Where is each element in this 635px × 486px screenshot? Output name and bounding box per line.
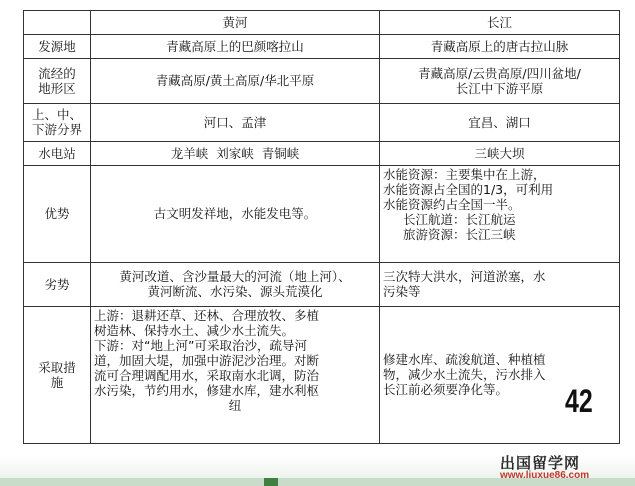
label-divisions-line: 上、中、	[31, 107, 82, 123]
yangtze-terrain-line: 青藏高原/云贵高原/四川盆地/	[418, 65, 581, 81]
header-yellow-river: 黄河	[91, 11, 380, 35]
yellow-terrain: 青藏高原/黄土高原/华北平原	[91, 59, 380, 103]
yangtze-dis-line: 污染等	[383, 284, 421, 300]
label-source: 发源地	[24, 35, 91, 59]
row-hydro	[24, 141, 620, 165]
yellow-measure-line: 流可合理调配用水，采取南水北调，防治	[94, 367, 320, 383]
header-row	[24, 11, 620, 35]
label-terrain	[24, 59, 91, 103]
label-measures-line: 采取措	[38, 359, 76, 375]
header-yangtze: 长江	[380, 11, 620, 35]
yangtze-source: 青藏高原上的唐古拉山脉	[380, 35, 620, 59]
page-number: 42	[565, 383, 593, 419]
yellow-dis-line: 黄河改道、含沙量最大的河流（地上河）、	[119, 269, 351, 285]
yangtze-adv-line: 水能资源：主要集中在上游，	[383, 167, 546, 183]
row-measures	[24, 306, 620, 443]
yellow-measure-line: 水污染，节约用水，修建水库，建水利枢	[94, 382, 320, 398]
yangtze-measures	[380, 306, 620, 443]
footer-marker	[264, 478, 278, 486]
yellow-measure-line: 纽	[228, 397, 242, 413]
label-disadvantages: 劣势	[24, 262, 91, 306]
yangtze-adv-line: 水能资源占全国的1/3，可利用	[383, 182, 554, 198]
yangtze-terrain-line: 长江中下游平原	[455, 80, 544, 96]
yangtze-measure-line: 物，减少水土流失，污水排入	[383, 367, 546, 383]
row-advantages	[24, 166, 620, 263]
yangtze-measure-line: 长江前必须要净化等。	[383, 382, 509, 398]
yellow-measure-line: 下游：对“地上河”可采取治沙，疏导河	[94, 337, 307, 353]
label-terrain-line: 地形区	[38, 80, 76, 96]
label-divisions-line: 下游分界	[31, 122, 82, 138]
label-advantages: 优势	[24, 166, 91, 263]
yellow-measures	[91, 306, 380, 443]
yangtze-disadvantages	[380, 262, 620, 306]
yellow-measure-line: 上游：退耕还草、还林、合理放牧、多植	[94, 307, 320, 323]
yellow-hydro: 龙羊峡 刘家峡 青铜峡	[91, 141, 380, 165]
yellow-source: 青藏高原上的巴颜喀拉山	[91, 35, 380, 59]
yangtze-adv-line: 水能资源约占全国一半。	[383, 197, 521, 213]
yellow-disadvantages	[91, 262, 380, 306]
yangtze-terrain	[380, 59, 620, 103]
yangtze-adv-line: 长江航道：长江航运	[403, 212, 516, 228]
yangtze-divisions: 宜昌、湖口	[380, 103, 620, 141]
row-divisions	[24, 103, 620, 141]
watermark-url: www.liuxue86.com	[500, 470, 590, 481]
yangtze-dis-line: 三次特大洪水，河道淤塞，水	[383, 269, 546, 285]
watermark-title: 出国留学网	[500, 454, 581, 472]
label-hydro: 水电站	[24, 141, 91, 165]
yangtze-advantages	[380, 166, 620, 263]
yangtze-hydro: 三峡大坝	[380, 141, 620, 165]
river-comparison-table	[23, 10, 620, 444]
yangtze-adv-line: 旅游资源：长江三峡	[403, 227, 516, 243]
yellow-divisions: 河口、孟津	[91, 103, 380, 141]
yellow-dis-line: 黄河断流、水污染、源头荒漠化	[147, 284, 323, 300]
row-disadvantages	[24, 262, 620, 306]
row-source	[24, 35, 620, 59]
yellow-advantages: 古文明发祥地，水能发电等。	[91, 166, 380, 263]
label-divisions	[24, 103, 91, 141]
row-terrain	[24, 59, 620, 103]
yellow-measure-line: 树造林、保持水土、减少水土流失。	[94, 322, 295, 338]
label-measures-line: 施	[50, 374, 64, 390]
yellow-measure-line: 道，加固大堤，加强中游泥沙治理。对断	[94, 352, 320, 368]
header-blank-cell	[24, 11, 91, 35]
label-measures	[24, 306, 91, 443]
label-terrain-line: 流经的	[38, 65, 76, 81]
yangtze-measure-line: 修建水库、疏浚航道、种植植	[383, 352, 546, 368]
